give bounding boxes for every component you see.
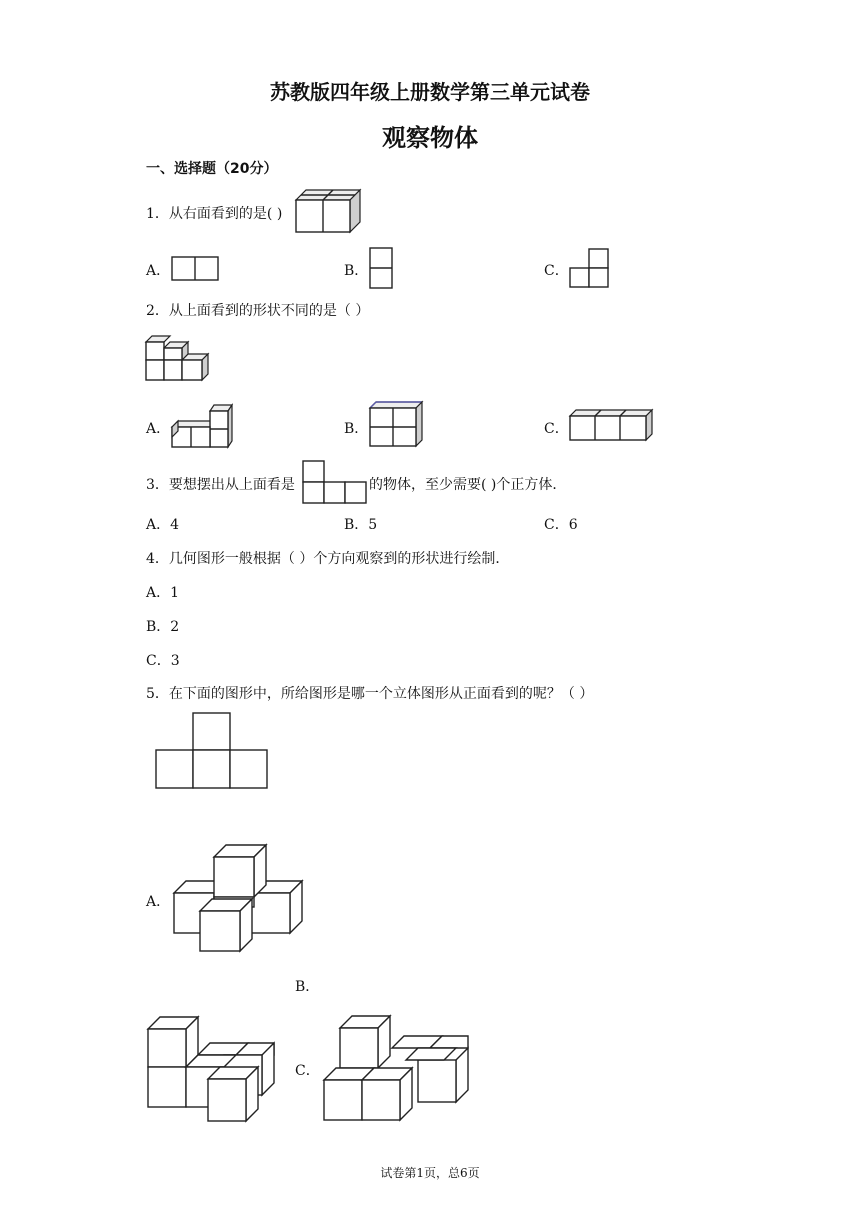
question-2-text: 2．从上面看到的形状不同的是（ ） [146,303,370,319]
q1-option-c-figure [569,248,611,290]
question-3-text-before: 3．要想摆出从上面看是 [146,477,295,493]
q5-front-view-figure [155,711,271,791]
q3-top-view-figure [302,460,370,504]
q2-option-a-label: A． [146,421,171,437]
q5-option-c-label: C． [295,1063,320,1079]
q2-option-b-label: B． [344,421,369,437]
q4-option-a: A．1 [146,585,180,601]
q4-option-b: B．2 [146,619,180,635]
q5-option-a-label: A． [146,894,171,910]
paper-title: 苏教版四年级上册数学第三单元试卷 [270,80,590,104]
question-4-text: 4．几何图形一般根据（ ）个方向观察到的形状进行绘制． [146,551,510,567]
q1-option-c-label: C． [544,263,569,279]
question-1-text: 1．从右面看到的是( ) [146,206,283,222]
q5-option-b-figure [146,1013,280,1125]
q1-option-b-figure [369,247,395,291]
question-5-text: 5．在下面的图形中，所给图形是哪一个立体图形从正面看到的呢？（ ） [146,686,594,702]
q2-option-b-figure [368,400,428,450]
q2-option-c-figure [568,408,658,444]
q1-option-a-figure [171,256,221,282]
q2-figure [144,330,216,384]
question-3-text-after: 的物体，至少需要( )个正方体． [369,477,567,493]
q5-option-c-figure [322,1012,472,1124]
q4-option-c: C．3 [146,653,180,669]
q5-option-b-label: B． [295,979,320,995]
section-heading: 一、选择题（20分） [146,161,278,177]
q3-option-b: B．5 [344,517,378,533]
page-footer: 试卷第1页，总6页 [380,1166,480,1180]
q1-figure [294,186,366,236]
paper-subtitle: 观察物体 [382,124,478,152]
q2-option-a-figure [170,401,234,451]
q3-option-c: C．6 [544,517,578,533]
q2-option-c-label: C． [544,421,569,437]
q3-option-a: A．4 [146,517,180,533]
q5-option-a-figure [170,843,310,955]
q1-option-a-label: A． [146,263,171,279]
q1-option-b-label: B． [344,263,369,279]
